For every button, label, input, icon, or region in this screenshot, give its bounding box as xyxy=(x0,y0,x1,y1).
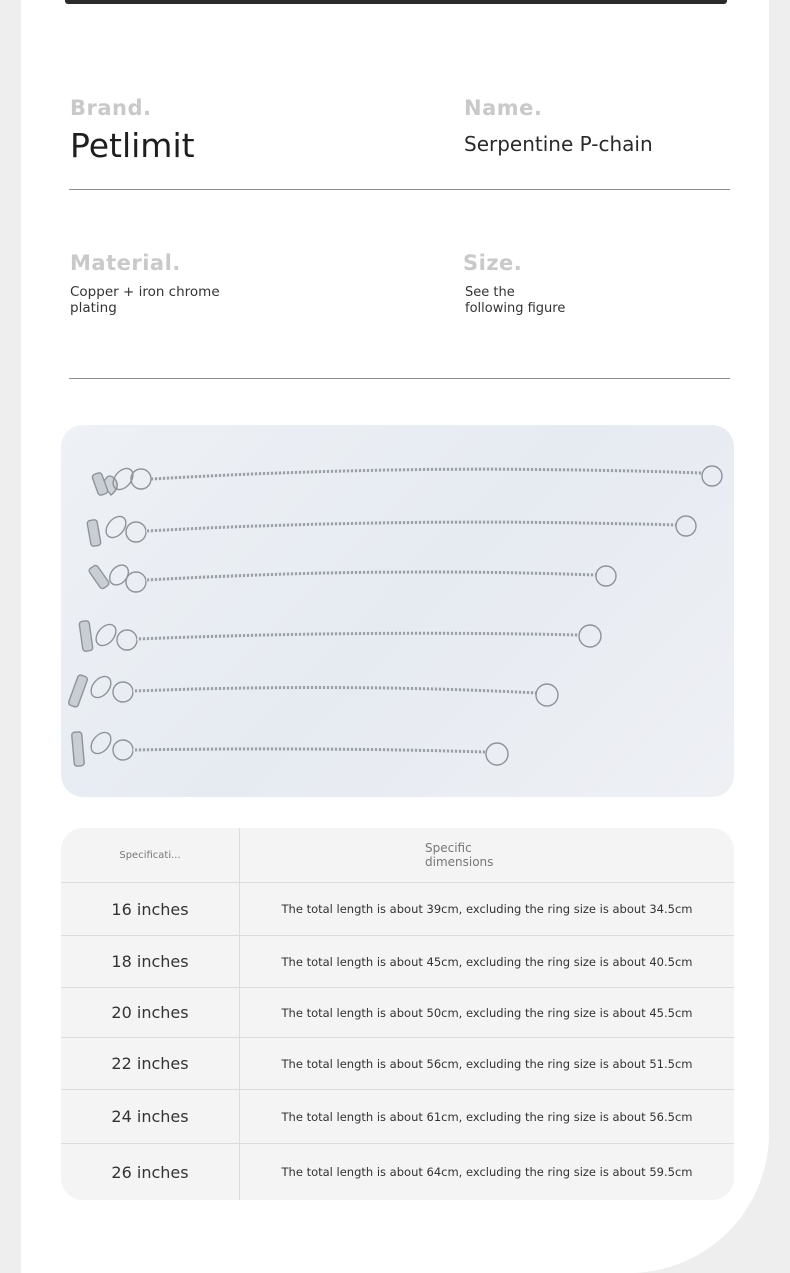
size-value-line2: following figure xyxy=(465,301,566,316)
spec-cell: 20 inches xyxy=(111,1003,189,1022)
material-label: Material. xyxy=(70,251,181,275)
dims-cell: The total length is about 45cm, excluding the ring size is about 40.5cm xyxy=(281,954,693,969)
product-photo xyxy=(61,425,734,797)
spec-cell: 26 inches xyxy=(111,1162,189,1182)
column-divider xyxy=(239,828,240,1200)
chains-illustration xyxy=(61,425,734,797)
material-value xyxy=(70,284,220,316)
name-label: Name. xyxy=(464,96,543,120)
dims-cell: The total length is about 50cm, excluding the ring size is about 45.5cm xyxy=(281,1005,693,1020)
chain-3 xyxy=(88,561,616,592)
table-row xyxy=(61,883,734,935)
dims-cell: The total length is about 61cm, excluding the ring size is about 56.5cm xyxy=(281,1109,693,1124)
spec-cell: 16 inches xyxy=(111,899,189,919)
table-row xyxy=(61,936,734,987)
header-dimensions-label: Specific dimensions xyxy=(425,841,494,869)
chain-1 xyxy=(92,465,722,496)
chain-2 xyxy=(87,513,696,547)
size-value xyxy=(465,285,565,317)
top-bar xyxy=(65,0,727,4)
spec-cell: 18 inches xyxy=(111,952,189,971)
dims-cell: The total length is about 39cm, excluding the ring size is about 34.5cm xyxy=(281,902,693,916)
table-header-row xyxy=(61,828,734,882)
header-dimensions xyxy=(240,828,734,882)
spec-cell: 24 inches xyxy=(111,1107,189,1126)
table-row xyxy=(61,1144,734,1200)
size-value-line1: See the xyxy=(465,285,515,300)
size-table xyxy=(61,828,734,1200)
size-label: Size. xyxy=(463,251,523,275)
divider-2 xyxy=(69,378,730,379)
table-row xyxy=(61,1038,734,1089)
table-row xyxy=(61,1090,734,1143)
divider-1 xyxy=(69,189,730,190)
material-value-line1: Copper + iron chrome xyxy=(70,284,220,300)
brand-value: Petlimit xyxy=(70,126,195,165)
material-value-line2: plating xyxy=(70,300,117,316)
name-value: Serpentine P-chain xyxy=(464,132,653,156)
chain-5 xyxy=(68,673,558,708)
chain-4 xyxy=(79,620,601,651)
table-row xyxy=(61,988,734,1037)
brand-label: Brand. xyxy=(70,96,152,120)
dims-cell: The total length is about 56cm, excluding the ring size is about 51.5cm xyxy=(281,1056,693,1071)
spec-cell: 22 inches xyxy=(111,1054,189,1073)
header-specification: Specificati... xyxy=(119,849,181,861)
chain-6 xyxy=(72,729,508,767)
dims-cell: The total length is about 64cm, excluding the ring size is about 59.5cm xyxy=(281,1165,693,1179)
